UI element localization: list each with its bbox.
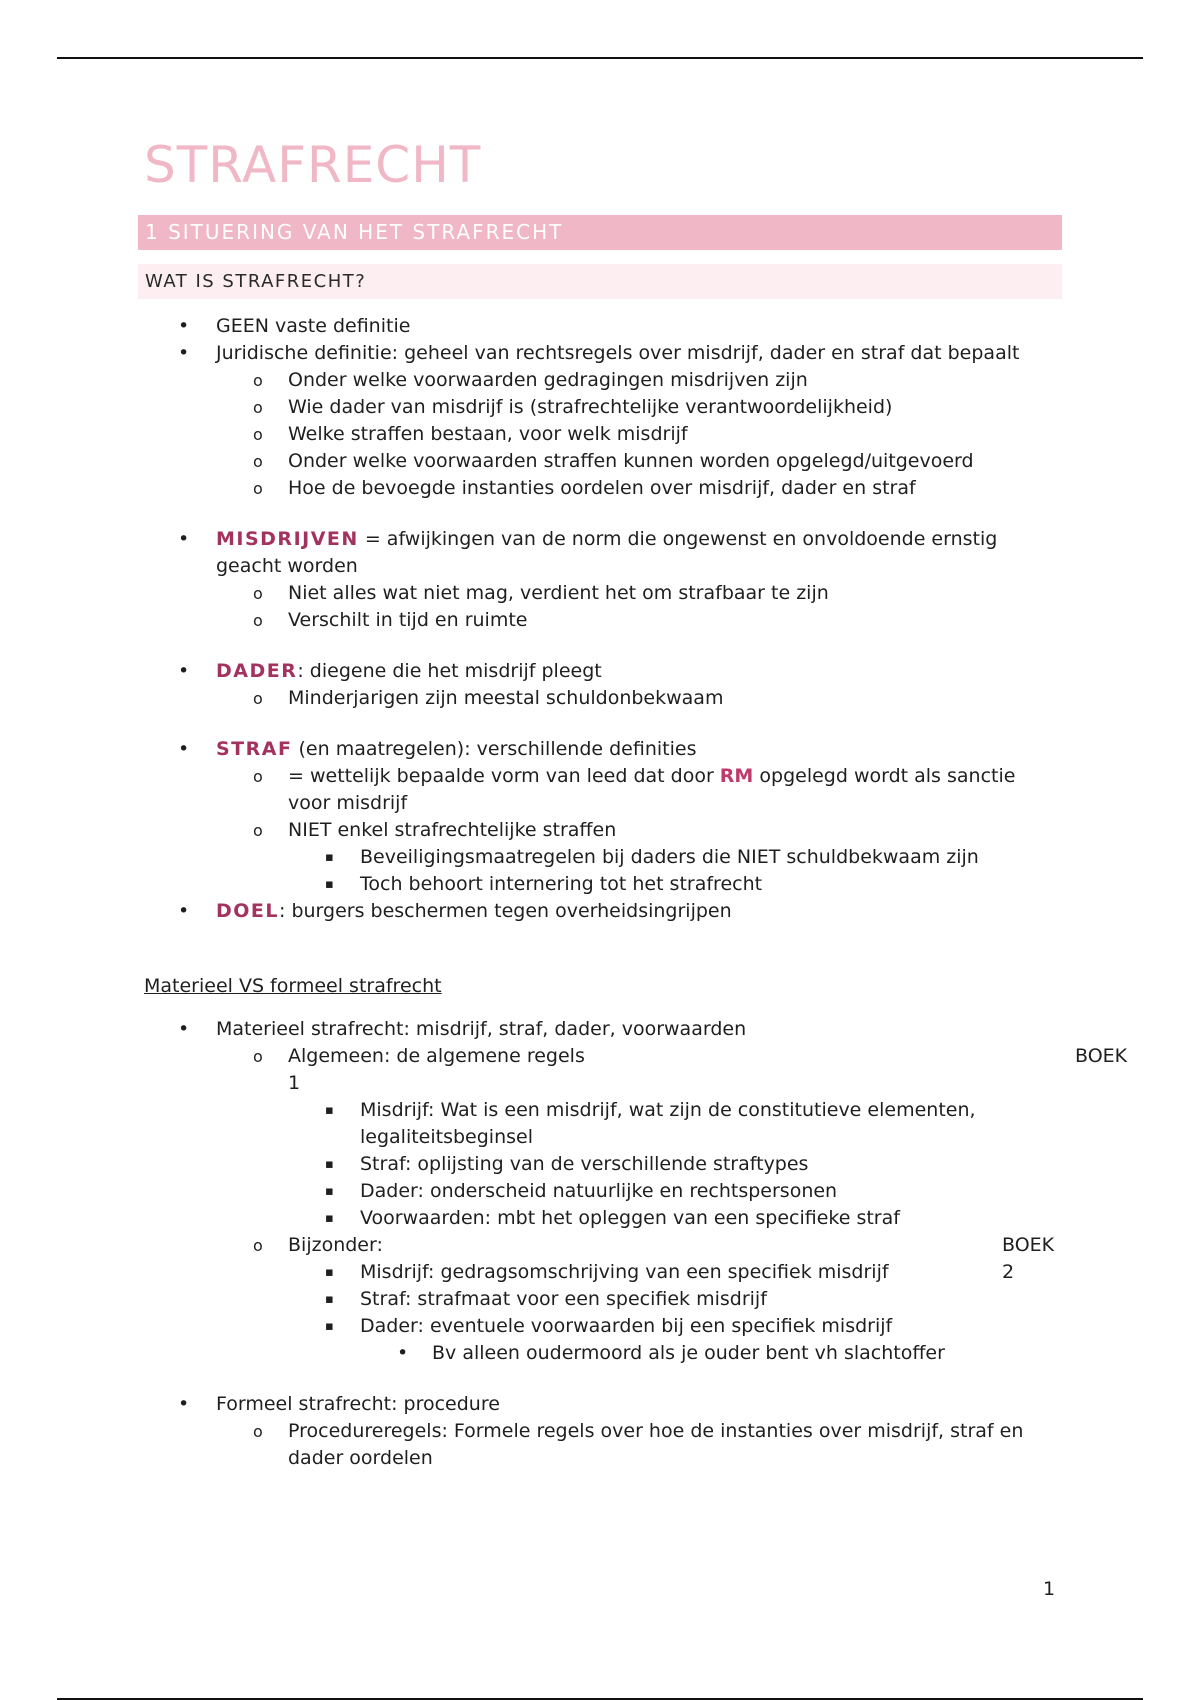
list-item: • STRAF (en maatregelen): verschillende definities o = wettelijk bepaalde vorm van leed dat door RM opgelegd wordt als sanctie voor misdrijf o NIET enkel strafrechtelijke straffen ▪ Beveiligingsmaatregelen bij daders die NIET schuldbekwaam zijn ▪ Toch behoort internering tot het strafrecht [138, 736, 1062, 898]
list-item: ▪ Dader: onderscheid natuurlijke en rechtspersonen [288, 1178, 1062, 1205]
list-item: • GEEN vaste definitie [138, 313, 1062, 340]
list-item: o Onder welke voorwaarden straffen kunnen worden opgelegd/uitgevoerd [216, 448, 1062, 475]
list-item: • MISDRIJVEN = afwijkingen van de norm die ongewenst en onvoldoende ernstig geacht worden o Niet alles wat niet mag, verdient het om strafbaar te zijn o Verschilt in tijd en ruimte [138, 526, 1062, 634]
keyword-rm: RM [719, 765, 754, 787]
misdrijven-list [138, 526, 1062, 634]
list-item: o Procedureregels: Formele regels over hoe de instanties over misdrijf, straf en dader oordelen [216, 1418, 1062, 1472]
header-rule [57, 57, 1143, 59]
list-item: o Bijzonder: BOEK 2 ▪ Misdrijf: gedragsomschrijving van een specifiek misdrijf ▪ Straf: strafmaat voor een specifiek misdrijf ▪ Dader: eventuele voorwaarden bij een specifiek misdrijf • Bv alleen oudermoord als je ouder bent vh slachtoffer [216, 1232, 1062, 1367]
list-item: • Materieel strafrecht: misdrijf, straf, dader, voorwaarden o Algemeen: de algemene regels BOEK 1 ▪ Misdrijf: Wat is een misdrijf, wat zijn de constitutieve elementen, legaliteitsbeginsel ▪ Straf: oplijsting van de verschillende straftypes ▪ Dader: onderscheid natuurlijke en rechtspersonen ▪ Voorwaarden: mbt het opleggen van een specifieke straf o Bijzonder: BOEK 2 ▪ Misdrijf: gedragsomschrijving van een specifiek misdrijf ▪ Straf: strafmaat voor een specifiek misdrijf ▪ Dader: eventuele voorwaarden bij een specifiek misdrijf • Bv alleen oudermoord als je ouder bent vh slachtoffer [138, 1016, 1062, 1367]
subsection-heading: WAT IS STRAFRECHT? [138, 264, 1062, 299]
dader-list [138, 658, 1062, 712]
boek-1-label: BOEK [1075, 1045, 1128, 1067]
sub-list [216, 1043, 1128, 1367]
list-item: ▪ Dader: eventuele voorwaarden bij een specifiek misdrijf • Bv alleen oudermoord als je ouder bent vh slachtoffer [288, 1313, 1062, 1367]
list-item: o NIET enkel strafrechtelijke straffen ▪ Beveiligingsmaatregelen bij daders die NIET schuldbekwaam zijn ▪ Toch behoort internering tot het strafrecht [216, 817, 1062, 898]
document-title: STRAFRECHT [144, 136, 482, 194]
list-item: ▪ Straf: strafmaat voor een specifiek misdrijf [288, 1286, 1062, 1313]
list-item: o Hoe de bevoegde instanties oordelen over misdrijf, dader en straf [216, 475, 1062, 502]
list-item: • Formeel strafrecht: procedure o Procedureregels: Formele regels over hoe de instanties over misdrijf, straf en dader oordelen [138, 1391, 1062, 1472]
section-heading: 1 SITUERING VAN HET STRAFRECHT [138, 215, 1062, 250]
page-number: 1 [1043, 1578, 1056, 1600]
sub-sub-list [288, 844, 1062, 898]
list-item: o Onder welke voorwaarden gedragingen misdrijven zijn [216, 367, 1062, 394]
sub-sub-list [288, 1097, 1062, 1232]
list-item: o Wie dader van misdrijf is (strafrechtelijke verantwoordelijkheid) [216, 394, 1062, 421]
list-item: ▪ Beveiligingsmaatregelen bij daders die NIET schuldbekwaam zijn [288, 844, 1062, 871]
definition-list [138, 313, 1062, 502]
list-item: • DOEL: burgers beschermen tegen overheidsingrijpen [138, 898, 1062, 925]
materieel-formeel-list [138, 1016, 1128, 1367]
list-item: ▪ Misdrijf: Wat is een misdrijf, wat zijn de constitutieve elementen, legaliteitsbeginsel [288, 1097, 1062, 1151]
list-item: o Niet alles wat niet mag, verdient het om strafbaar te zijn [216, 580, 1062, 607]
list-item: ▪ Straf: oplijsting van de verschillende straftypes [288, 1151, 1062, 1178]
formeel-list [138, 1391, 1062, 1472]
sub-sub-sub-list [360, 1340, 1062, 1367]
keyword-doel: DOEL [216, 900, 280, 922]
sub-list [216, 685, 1062, 712]
list-item: • Bv alleen oudermoord als je ouder bent vh slachtoffer [360, 1340, 1062, 1367]
list-item: o Algemeen: de algemene regels BOEK 1 ▪ Misdrijf: Wat is een misdrijf, wat zijn de constitutieve elementen, legaliteitsbeginsel ▪ Straf: oplijsting van de verschillende straftypes ▪ Dader: onderscheid natuurlijke en rechtspersonen ▪ Voorwaarden: mbt het opleggen van een specifieke straf [216, 1043, 1062, 1232]
list-item: ▪ Misdrijf: gedragsomschrijving van een specifiek misdrijf [288, 1259, 1062, 1286]
boek-2-label: BOEK 2 [1002, 1234, 1055, 1283]
list-item: ▪ Voorwaarden: mbt het opleggen van een specifieke straf [288, 1205, 1062, 1232]
subheading-materieel-formeel: Materieel VS formeel strafrecht [144, 975, 442, 997]
sub-list [216, 763, 1062, 898]
document-body [138, 136, 1128, 1472]
keyword-misdrijven: MISDRIJVEN [216, 528, 359, 550]
sub-sub-list [288, 1259, 1062, 1367]
list-item: • DADER: diegene die het misdrijf pleegt o Minderjarigen zijn meestal schuldonbekwaam [138, 658, 1062, 712]
list-item: • Juridische definitie: geheel van rechtsregels over misdrijf, dader en straf dat bepaalt o Onder welke voorwaarden gedragingen misdrijven zijn o Wie dader van misdrijf is (strafrechtelijke verantwoordelijkheid) o Welke straffen bestaan, voor welk misdrijf o Onder welke voorwaarden straffen kunnen worden opgelegd/uitgevoerd o Hoe de bevoegde instanties oordelen over misdrijf, dader en straf [138, 340, 1062, 502]
sub-list [216, 367, 1062, 502]
straf-list [138, 736, 1062, 925]
keyword-straf: STRAF [216, 738, 293, 760]
list-item: o = wettelijk bepaalde vorm van leed dat door RM opgelegd wordt als sanctie voor misdrijf [216, 763, 1062, 817]
sub-list [216, 1418, 1062, 1472]
list-item: o Minderjarigen zijn meestal schuldonbekwaam [216, 685, 1062, 712]
list-item: o Welke straffen bestaan, voor welk misdrijf [216, 421, 1062, 448]
list-item: ▪ Toch behoort internering tot het strafrecht [288, 871, 1062, 898]
list-item: o Verschilt in tijd en ruimte [216, 607, 1062, 634]
sub-list [216, 580, 1062, 634]
keyword-dader: DADER [216, 660, 298, 682]
